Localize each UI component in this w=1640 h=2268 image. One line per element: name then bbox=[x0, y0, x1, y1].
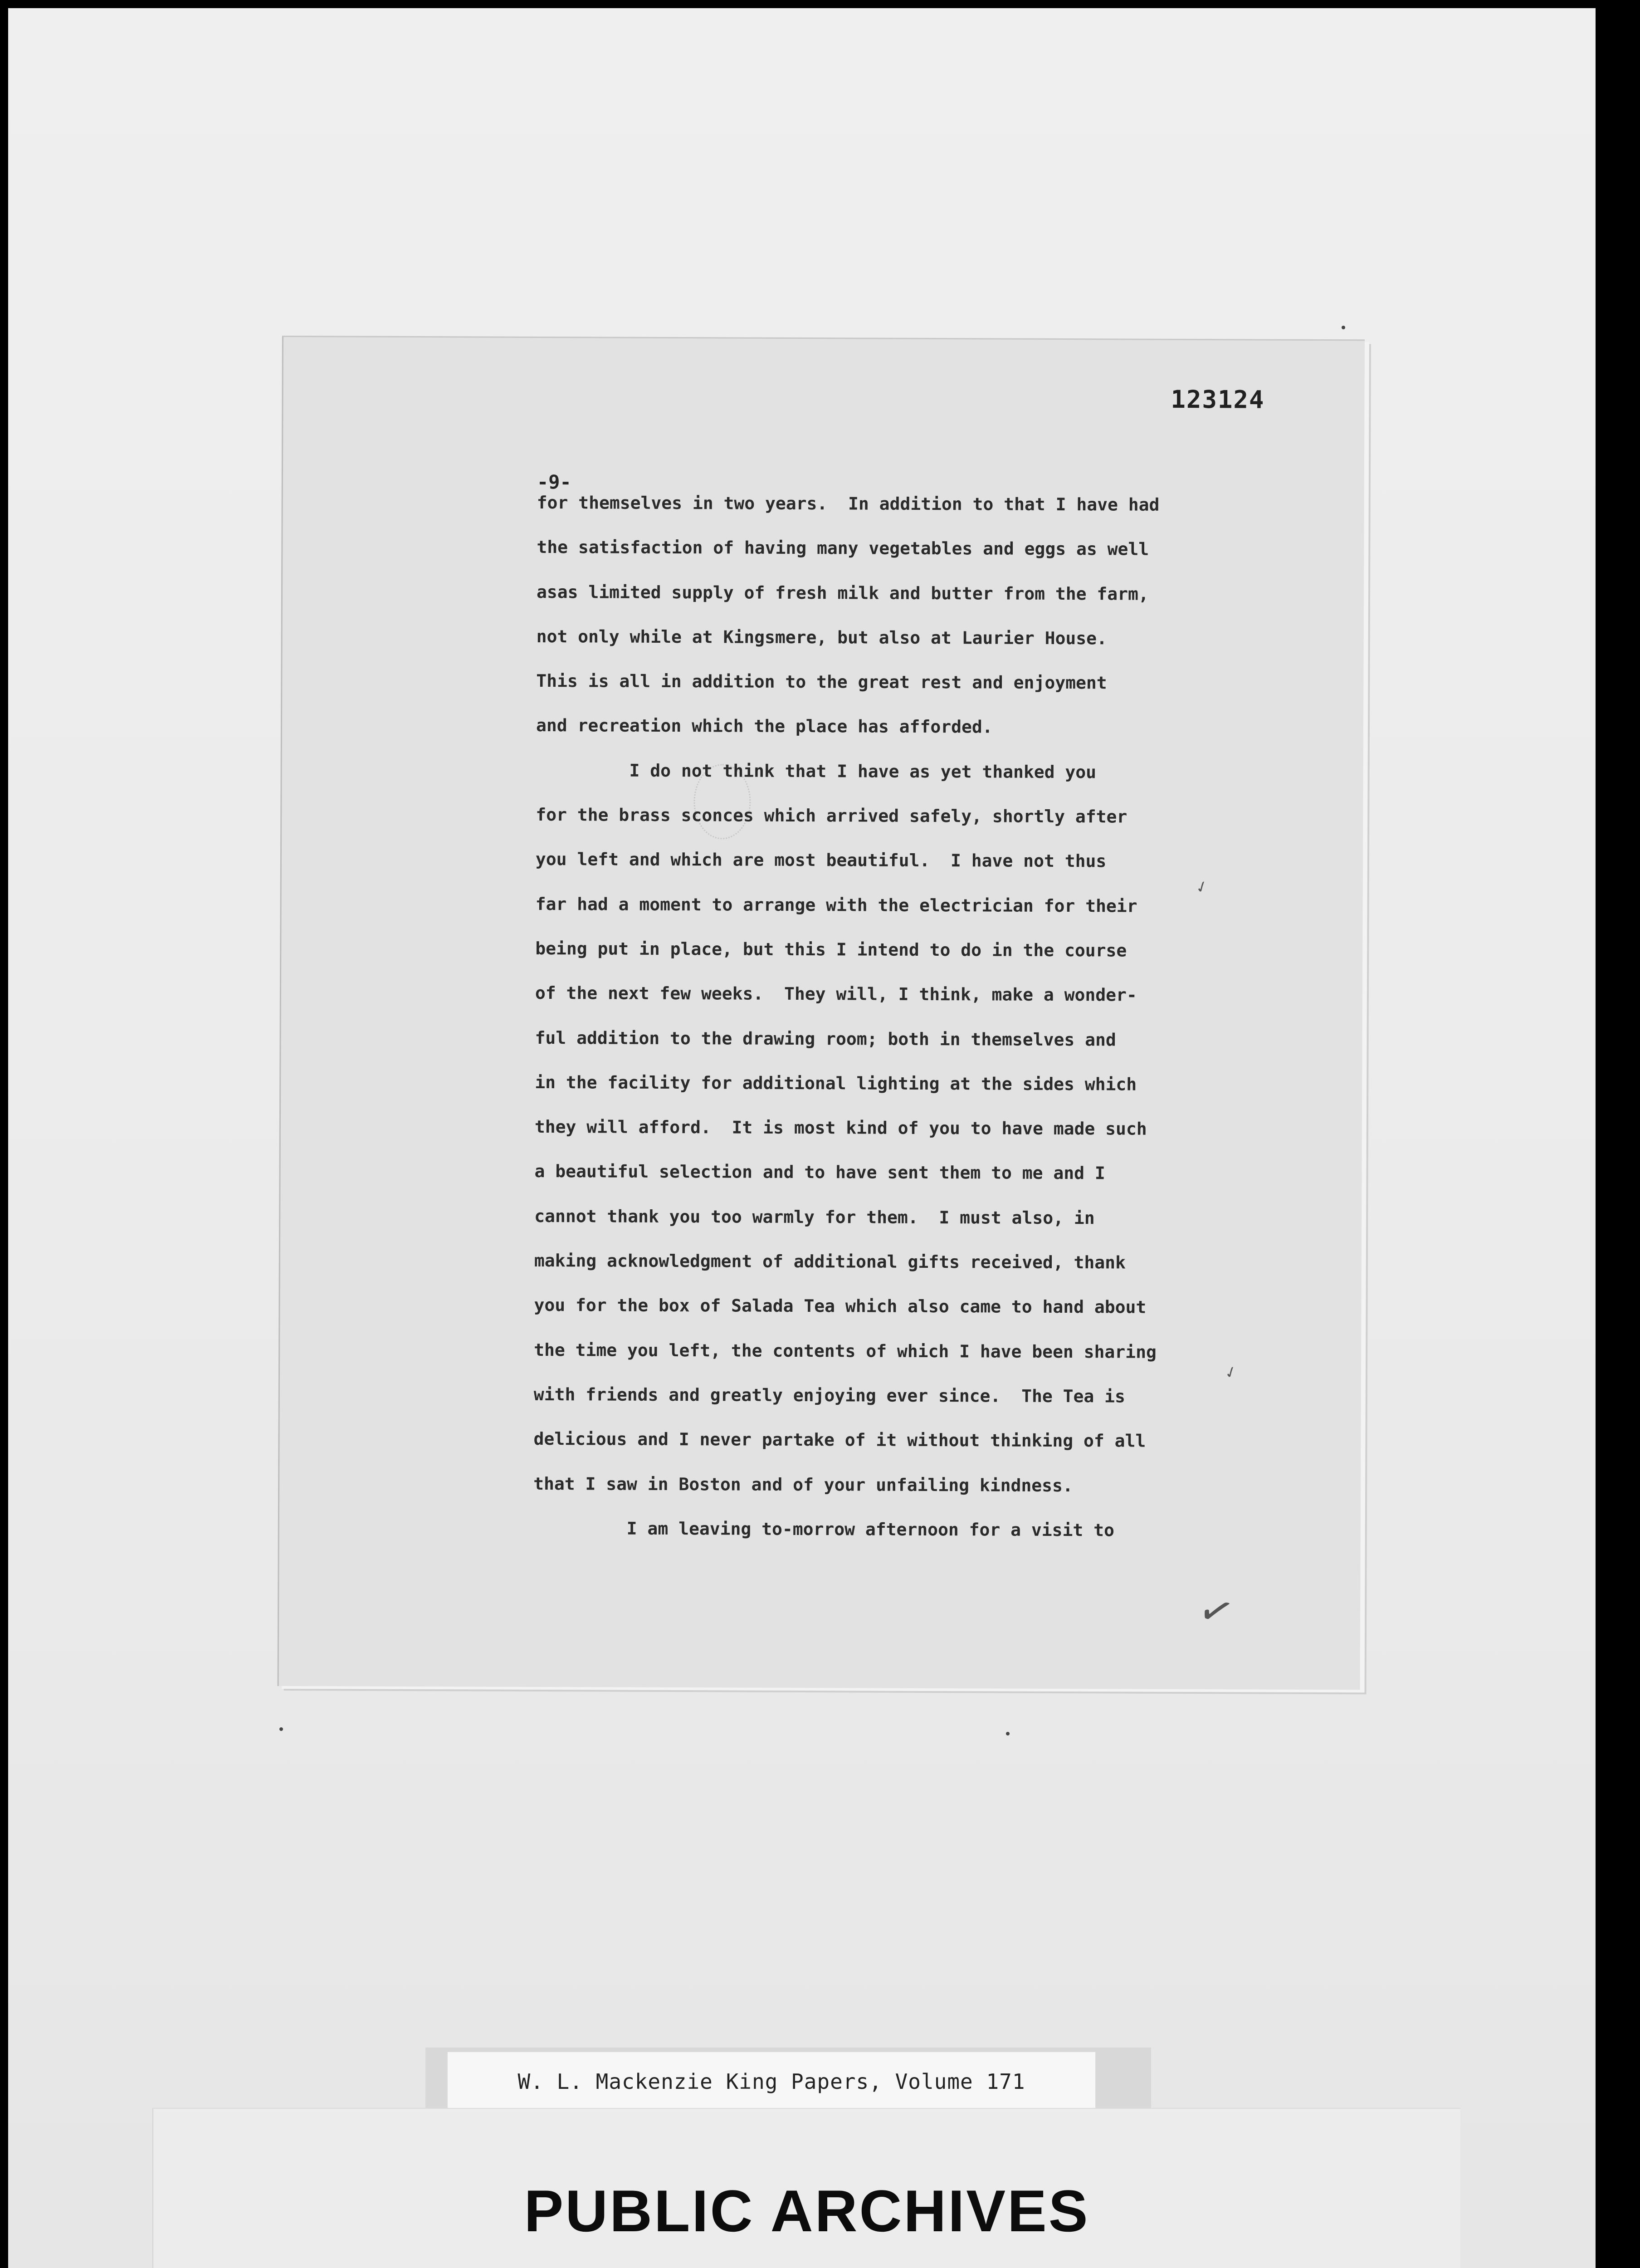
microfilm-frame bbox=[8, 8, 1596, 2268]
letter-body: for themselves in two years. In addition to that I have had the satisfaction of having many vegetables and eggs as well asas limited supply of fresh milk and butter from the farm, not only while at Kingsmere, but also at Laurier House. This is all in addition to the great rest and enjoyment and recreation which the place has afforded. I do not think that I have as yet thanked you for the brass sconces which arrived safely, shortly after you left and which are most beautiful. I have not thus far had a moment to arrange with the electrician for their being put in place, but this I intend to do in the course of the next few weeks. They will, I think, make a wonder- ful addition to the drawing room; both in themselves and in the facility for additional lighting at the sides which they will afford. It is most kind of you to have made such a beautiful selection and to have sent them to me and I cannot thank you too warmly for them. I must also, in making acknowledgment of additional gifts received, thank you for the box of Salada Tea which also came to hand about the time you left, the contents of which I have been sharing with friends and greatly enjoying ever since. The Tea is delicious and I never partake of it without thinking of all that I saw in Boston and of your unfailing kindness. I am leaving to-morrow afternoon for a visit to bbox=[533, 492, 1160, 1540]
margin-check-icon: ✓ bbox=[1193, 876, 1211, 898]
dust-speck bbox=[1006, 1732, 1010, 1735]
letter-page bbox=[278, 336, 1365, 1690]
page-marker: -9- bbox=[537, 470, 571, 494]
archive-stamp bbox=[152, 2108, 1460, 2268]
margin-check-icon: ✓ bbox=[1222, 1362, 1240, 1383]
collection-reference-text: W. L. Mackenzie King Papers, Volume 171 bbox=[517, 2069, 1025, 2094]
dust-speck bbox=[1342, 326, 1345, 329]
collection-reference-label bbox=[447, 2052, 1096, 2112]
page-number: 123124 bbox=[1171, 385, 1265, 414]
archive-name-en: PUBLIC ARCHIVES bbox=[524, 2178, 1090, 2244]
margin-check-icon: ✓ bbox=[1192, 1583, 1240, 1640]
dust-speck bbox=[279, 1727, 283, 1731]
